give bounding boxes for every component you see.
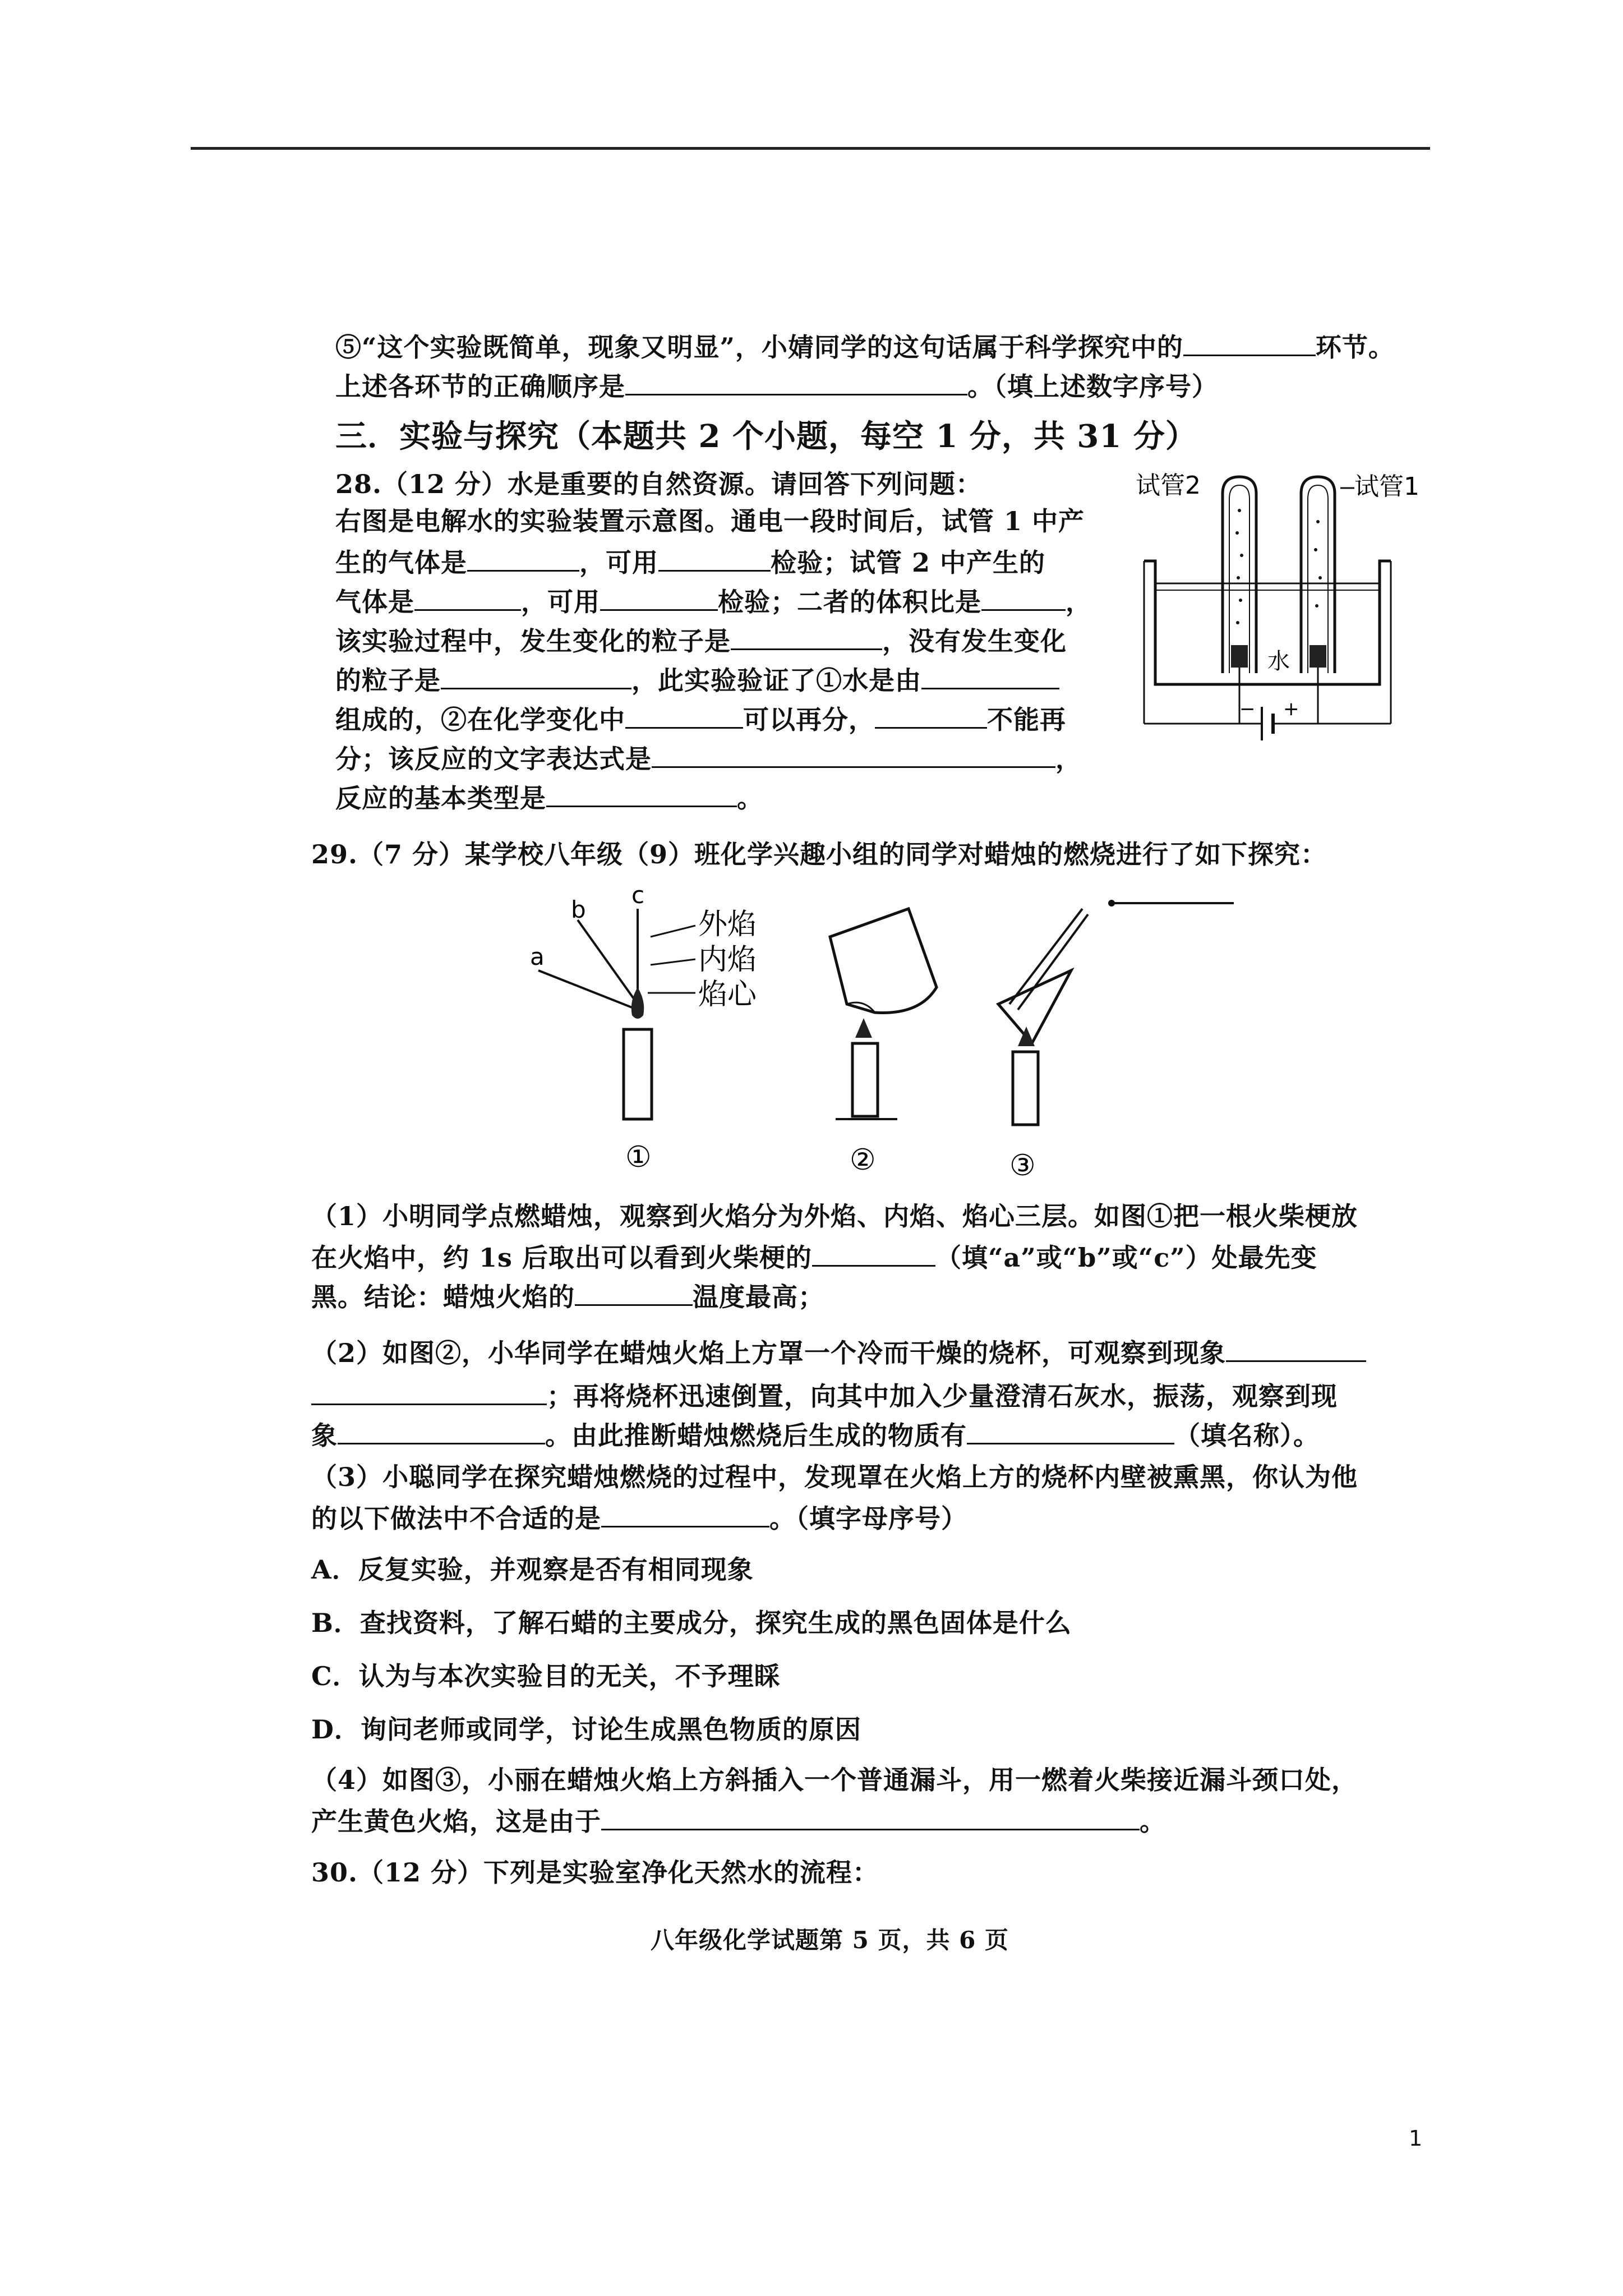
answer-blank[interactable] — [601, 1806, 1140, 1830]
answer-blank[interactable] — [652, 744, 1055, 768]
q28-line — [335, 665, 1059, 696]
q29-text: 。由此推断蜡烛燃烧后生成的物质有 — [545, 1420, 967, 1451]
q28-text: 的粒子是 — [335, 665, 441, 696]
q28-title: 28.（12 分）水是重要的自然资源。请回答下列问题： — [335, 469, 983, 499]
q28-text: 反应的基本类型是 — [335, 783, 546, 813]
q28-text: 组成的，②在化学变化中 — [335, 705, 625, 735]
label-b: b — [571, 896, 586, 923]
option-b: B．查找资料，了解石蜡的主要成分，探究生成的黑色固体是什么 — [311, 1608, 1072, 1638]
answer-blank[interactable] — [731, 626, 882, 650]
q29-text: 在火焰中，约 1s 后取出可以看到火柴梗的 — [311, 1243, 812, 1273]
q28-line — [335, 783, 763, 811]
answer-blank[interactable] — [467, 547, 579, 572]
test-tube-1 — [1301, 477, 1335, 673]
q27-line2 — [335, 371, 1218, 402]
q28-text: ，可用 — [579, 547, 658, 578]
q28-text: 检验；试管 2 中产生的 — [771, 547, 1046, 578]
q28-line — [335, 626, 1067, 654]
q29-text: 象 — [311, 1420, 338, 1451]
q28-text: 不能再 — [987, 705, 1066, 735]
q29-text: （填名称）。 — [1174, 1420, 1320, 1451]
q28-text: 气体是 — [335, 587, 414, 617]
candle-figures — [505, 875, 1178, 1200]
q27-line2-text: 上述各环节的正确顺序是 — [335, 371, 625, 402]
figure-1 — [530, 881, 758, 1174]
candle — [1013, 1052, 1038, 1125]
answer-blank[interactable] — [1183, 332, 1316, 356]
q28-line: 右图是电解水的实验装置示意图。通电一段时间后，试管 1 中产 — [335, 506, 1085, 536]
answer-blank[interactable] — [967, 1420, 1174, 1444]
q29-text: 。（填字母序号） — [769, 1503, 967, 1534]
plus-label: + — [1283, 698, 1299, 720]
water-label: 水 — [1267, 648, 1290, 674]
flame — [631, 987, 644, 1019]
answer-blank[interactable] — [625, 371, 967, 395]
header-rule — [191, 147, 1430, 150]
answer-blank[interactable] — [575, 1282, 693, 1306]
answer-blank[interactable] — [812, 1243, 935, 1267]
figure-1-number: ① — [625, 1140, 652, 1174]
funnel — [998, 970, 1071, 1043]
q28-text: 分；该反应的文字表达式是 — [335, 744, 652, 774]
beaker — [830, 909, 937, 1013]
answer-blank[interactable] — [311, 1381, 547, 1405]
tube2-label: 试管2 — [1136, 471, 1201, 500]
q29-text: 产生黄色火焰，这是由于 — [311, 1806, 601, 1837]
page-number: 1 — [1409, 2126, 1423, 2151]
q29-text: ；再将烧杯迅速倒置，向其中加入少量澄清石灰水，振荡，观察到现 — [547, 1381, 1338, 1411]
q28-text: 检验；二者的体积比是 — [718, 587, 981, 617]
q30-intro: 30.（12 分）下列是实验室净化天然水的流程： — [311, 1857, 879, 1888]
q28-line — [335, 587, 1092, 615]
page-footer: 八年级化学试题第 5 页，共 6 页 — [651, 1926, 1009, 1954]
q28-line — [335, 547, 1045, 576]
q29-text: （填“a”或“b”或“c”）处最先变 — [935, 1243, 1317, 1273]
q28-text: ，可用 — [521, 587, 600, 617]
q29-text: 的以下做法中不合适的是 — [311, 1503, 601, 1534]
q29-p2-line3 — [311, 1420, 1320, 1451]
q29-p3-line2 — [311, 1503, 967, 1534]
q29-text: 温度最高； — [693, 1282, 824, 1312]
option-d: D．询问老师或同学，讨论生成黑色物质的原因 — [311, 1714, 861, 1745]
q29-text: （2）如图②，小华同学在蜡烛火焰上方罩一个冷而干燥的烧杯，可观察到现象 — [311, 1338, 1227, 1368]
label-a: a — [530, 943, 545, 970]
flame — [855, 1018, 872, 1038]
minus-label: − — [1239, 698, 1256, 720]
option-c: C．认为与本次实验目的无关，不予理睬 — [311, 1661, 781, 1691]
electrolysis-diagram — [1133, 460, 1424, 752]
q29-p1-line3 — [311, 1282, 824, 1310]
q29-p2-line2 — [311, 1381, 1338, 1409]
q28-text: ， — [1066, 587, 1092, 617]
q29-p3-line1: （3）小聪同学在探究蜡烛燃烧的过程中，发现罩在火焰上方的烧杯内壁被熏黑，你认为他 — [311, 1462, 1358, 1492]
section-3-heading: 三．实验与探究（本题共 2 个小题，每空 1 分，共 31 分） — [335, 418, 1197, 455]
q29-p4-line1: （4）如图③，小丽在蜡烛火焰上方斜插入一个普通漏斗，用一燃着火柴接近漏斗颈口处， — [311, 1765, 1358, 1795]
q29-p2-line1 — [311, 1338, 1366, 1366]
q27-line1-text: ⑤“这个实验既简单，现象又明显”，小婧同学的这句话属于科学探究中的 — [335, 332, 1183, 362]
q28-text: 该实验过程中，发生变化的粒子是 — [335, 626, 731, 656]
candle — [624, 1029, 652, 1119]
funnel-stem — [1009, 909, 1082, 1004]
q28-line — [335, 705, 1066, 733]
q29-text: 黑。结论：蜡烛火焰的 — [311, 1282, 575, 1312]
outer-flame-label: 外焰 — [698, 908, 757, 941]
q28-text: ， — [1055, 744, 1082, 774]
q29-p1-line2 — [311, 1243, 1317, 1271]
q29-p1-line1: （1）小明同学点燃蜡烛，观察到火焰分为外焰、内焰、焰心三层。如图①把一根火柴梗放 — [311, 1201, 1358, 1231]
test-tube-2 — [1223, 477, 1256, 673]
electrode-left — [1231, 645, 1248, 668]
answer-blank[interactable] — [600, 587, 718, 611]
answer-blank[interactable] — [921, 665, 1059, 689]
option-a: A．反复实验，并观察是否有相同现象 — [311, 1554, 754, 1585]
answer-blank[interactable] — [625, 705, 743, 729]
answer-blank[interactable] — [658, 547, 771, 572]
figure-3 — [998, 909, 1088, 1182]
answer-blank[interactable] — [338, 1420, 545, 1444]
electrode-right — [1310, 645, 1326, 668]
figure-2 — [830, 909, 937, 1177]
q28-line — [335, 744, 1082, 772]
answer-blank[interactable] — [414, 587, 521, 611]
answer-blank[interactable] — [546, 783, 737, 807]
q27-line1 — [335, 332, 1395, 360]
figure-2-number: ② — [850, 1143, 876, 1177]
candle — [852, 1043, 878, 1116]
q29-p4-line2 — [311, 1806, 1166, 1837]
q28-text: 可以再分， — [743, 705, 875, 735]
q27-line1-end: 环节。 — [1315, 332, 1395, 362]
figure-3-number: ③ — [1009, 1149, 1036, 1182]
q28-text: ，没有发生变化 — [882, 626, 1067, 656]
q28-text: 。 — [737, 783, 763, 813]
q27-line2-end: 。（填上述数字序号） — [967, 371, 1218, 402]
q29-text: 。 — [1140, 1806, 1166, 1837]
q29-intro: 29.（7 分）某学校八年级（9）班化学兴趣小组的同学对蜡烛的燃烧进行了如下探究： — [311, 839, 1327, 869]
tube1-label: 试管1 — [1354, 472, 1419, 501]
answer-blank[interactable] — [441, 665, 631, 689]
q28-text: ，此实验验证了①水是由 — [631, 665, 921, 696]
answer-blank[interactable] — [875, 705, 987, 729]
answer-blank[interactable] — [1226, 1338, 1366, 1362]
label-c: c — [631, 881, 645, 909]
answer-blank[interactable] — [601, 1503, 769, 1527]
q28-text: 生的气体是 — [335, 547, 467, 578]
flame-core-label: 焰心 — [698, 978, 757, 1011]
answer-blank[interactable] — [981, 587, 1066, 611]
inner-flame-label: 内焰 — [698, 943, 757, 977]
